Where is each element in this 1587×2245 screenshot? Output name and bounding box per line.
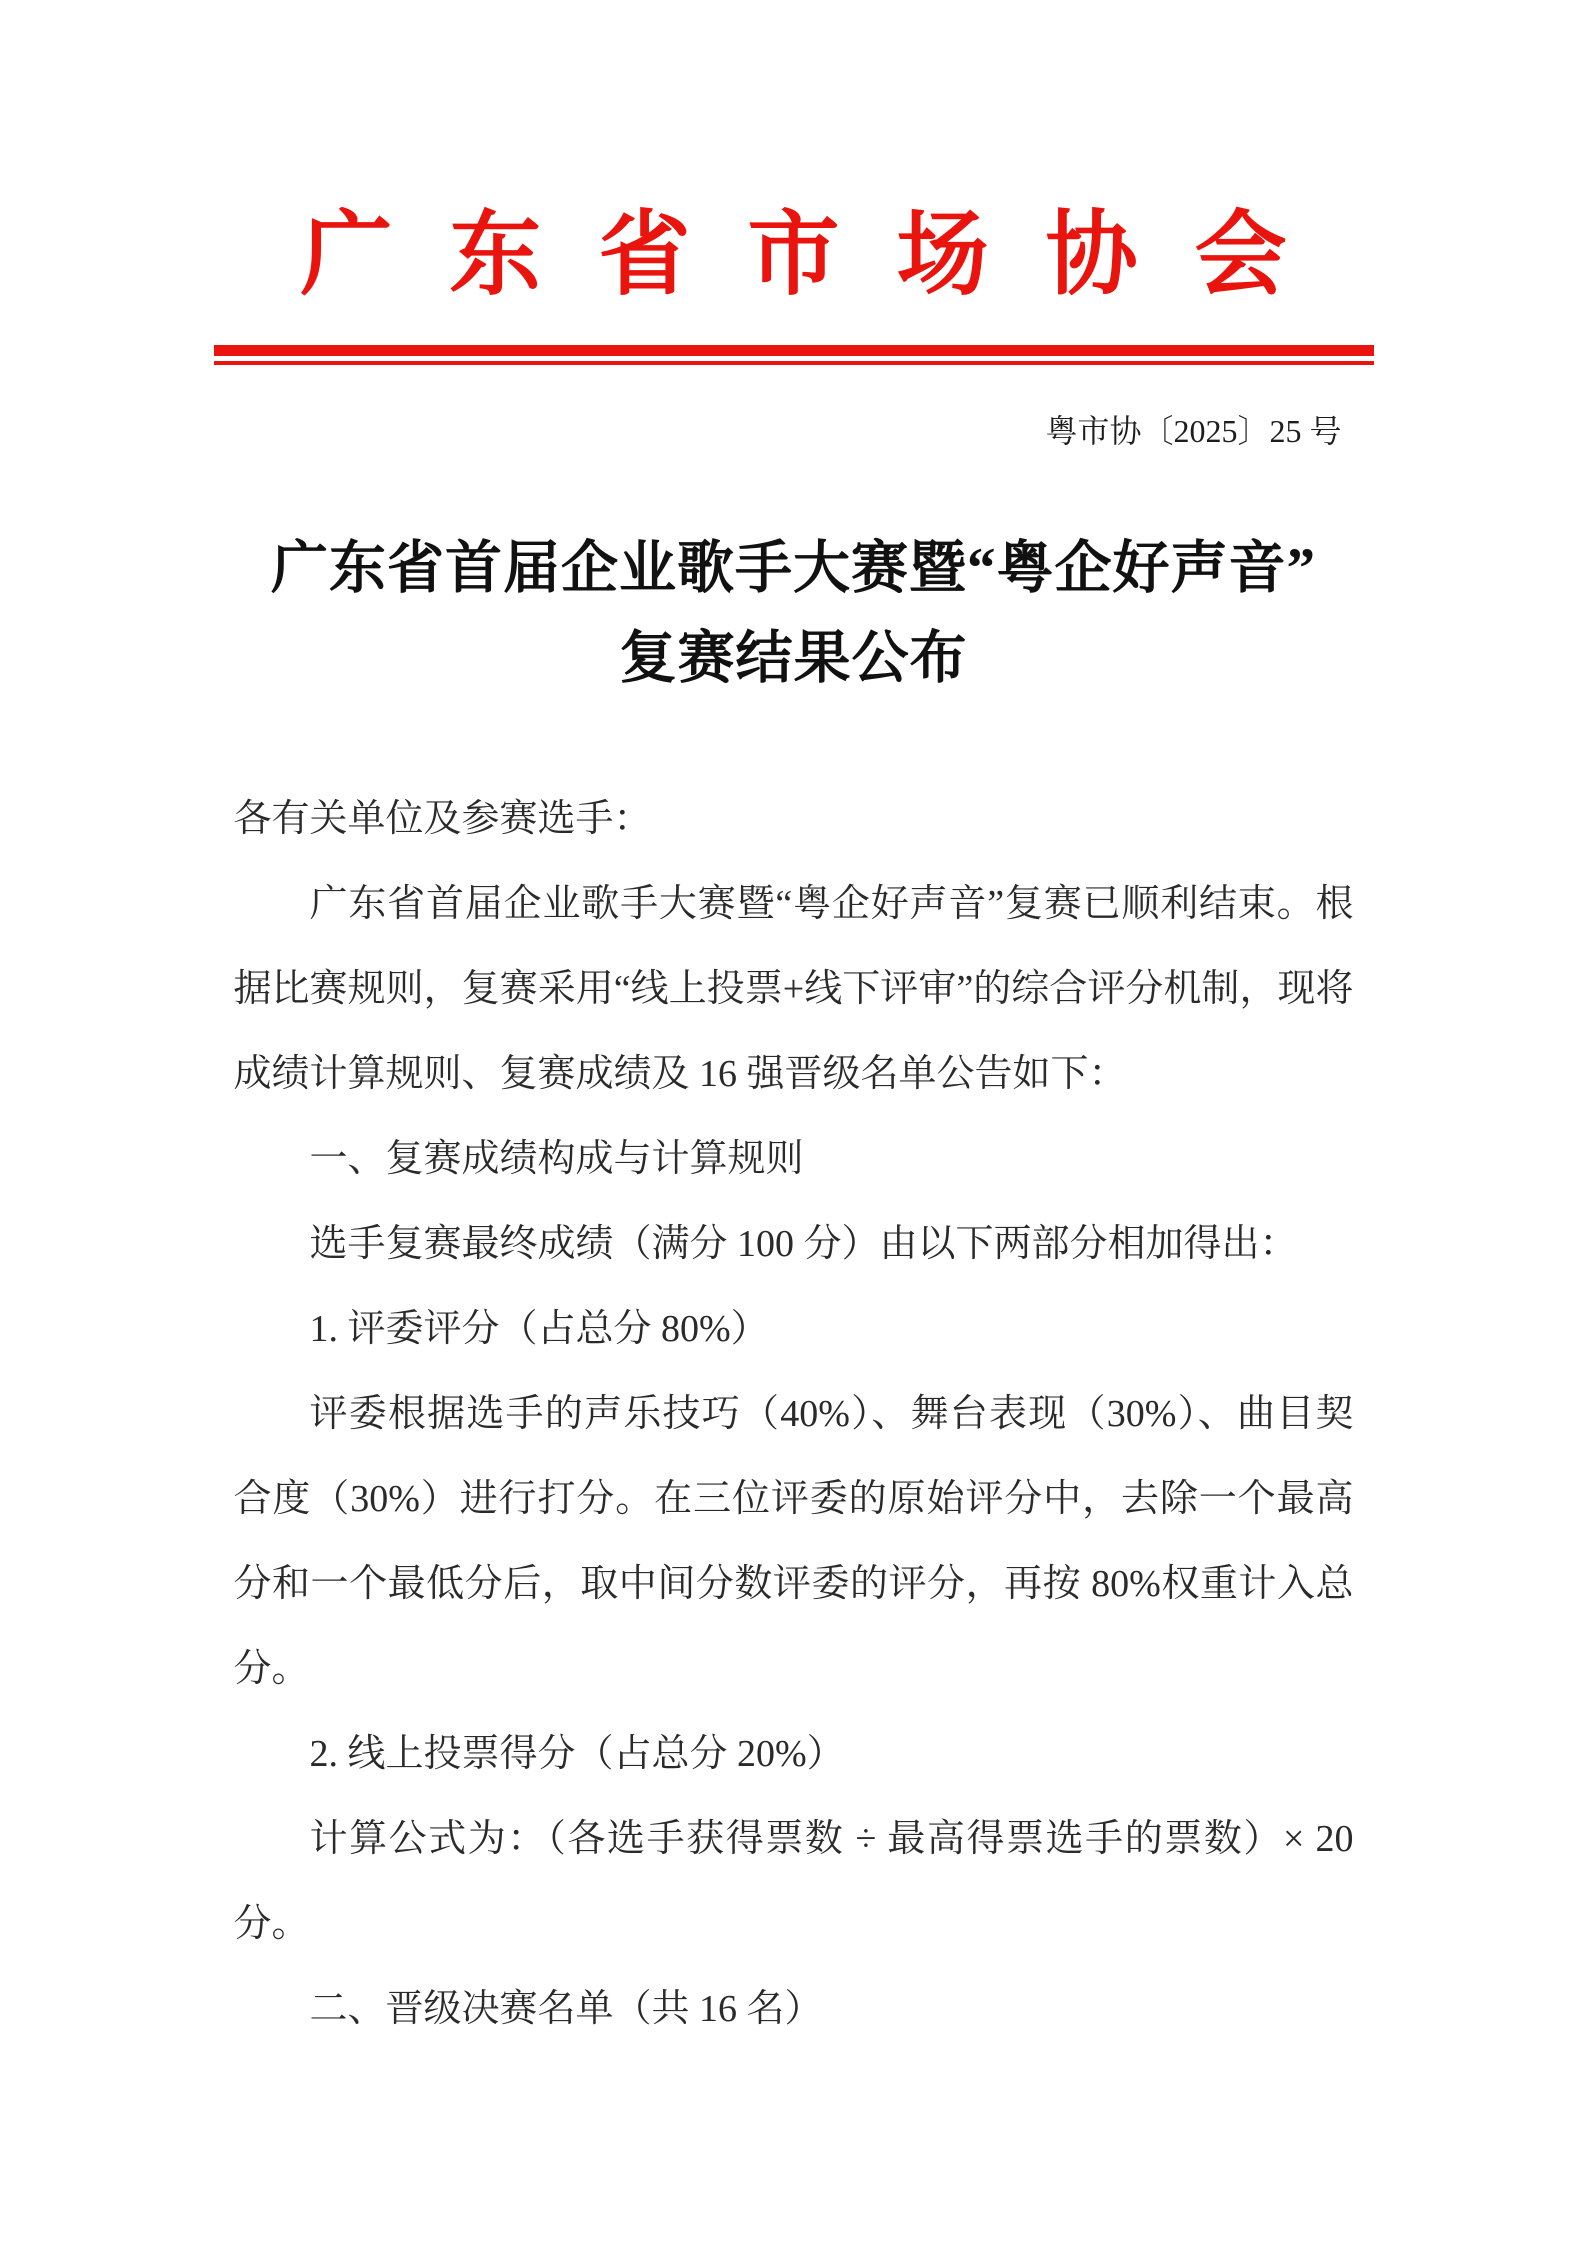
document-title-line-2: 复赛结果公布 (619, 627, 968, 690)
body-paragraph: 二、晋级决赛名单（共 16 名） (309, 1988, 823, 2030)
document-title-line-1: 广东省首届企业歌手大赛暨“粤企好声音” (271, 537, 1316, 600)
body-paragraph: 1. 评委评分（占总分 80%） (309, 1308, 769, 1350)
body-paragraph: 一、复赛成绩构成与计算规则 (309, 1138, 804, 1180)
red-divider (214, 345, 1374, 365)
document-title (199, 524, 1389, 704)
document-body (234, 777, 1354, 2052)
body-paragraph: 各有关单位及参赛选手： (233, 798, 652, 840)
letterhead-org-name: 广东省市场协会 (300, 204, 1344, 306)
body-paragraph: 选手复赛最终成绩（满分 100 分）由以下两部分相加得出： (309, 1223, 1298, 1265)
red-divider-thick-line (214, 345, 1374, 356)
body-paragraph: 评委根据选手的声乐技巧（40%）、舞台表现（30%）、曲目契合度（30%）进行打分。在三位评委的原始评分中，去除一个最高分和一个最低分后，取中间分数评委的评分，再按 80%权重计入总分。 (233, 1393, 1354, 1690)
doc-number: 粤市协〔2025〕25 号 (1045, 413, 1342, 449)
body-paragraph: 广东省首届企业歌手大赛暨“粤企好声音”复赛已顺利结束。根据比赛规则，复赛采用“线上投票+线下评审”的综合评分机制，现将成绩计算规则、复赛成绩及 16 强晋级名单公告如下： (233, 883, 1354, 1095)
body-paragraph: 计算公式为：（各选手获得票数 ÷ 最高得票选手的票数）× 20 分。 (233, 1818, 1354, 1945)
body-paragraph: 2. 线上投票得分（占总分 20%） (309, 1733, 845, 1775)
red-divider-thin-line (214, 361, 1374, 365)
